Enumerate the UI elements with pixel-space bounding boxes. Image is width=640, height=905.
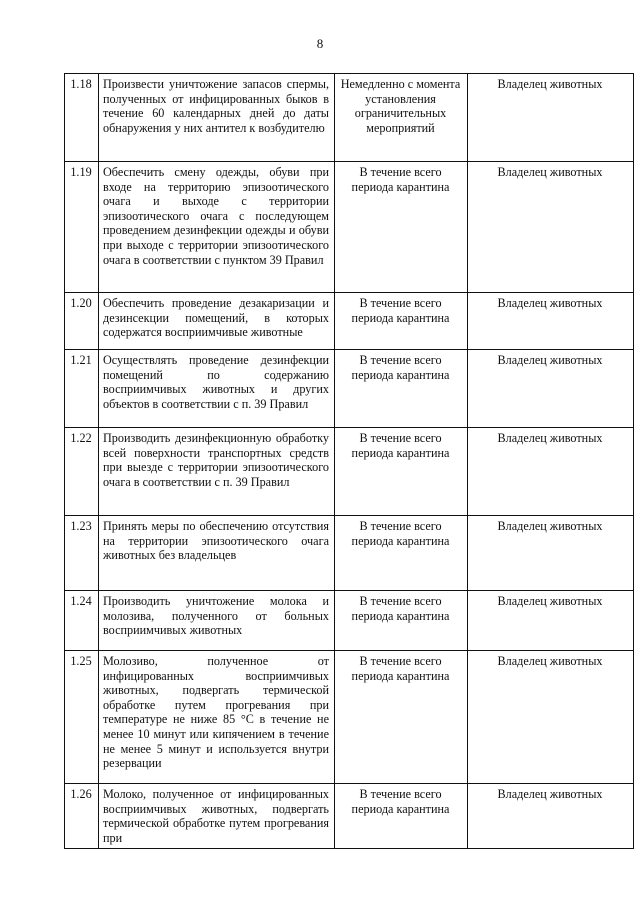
row-responsible: Владелец животных — [468, 784, 634, 849]
row-number: 1.26 — [65, 784, 99, 849]
row-number: 1.18 — [65, 74, 99, 162]
table-row — [65, 651, 634, 784]
row-term: В течение всего периода карантина — [335, 350, 468, 428]
row-action: Молоко, полученное от инфицированных восприимчивых животных, подвергать термической обработке путем прогревания при — [99, 784, 335, 849]
row-responsible: Владелец животных — [468, 350, 634, 428]
row-number: 1.23 — [65, 516, 99, 591]
row-responsible: Владелец животных — [468, 651, 634, 784]
table-row — [65, 293, 634, 350]
row-action: Осуществлять проведение дезинфекции помещений по содержанию восприимчивых животных и других объектов в соответствии с п. 39 Правил — [99, 350, 335, 428]
row-term: В течение всего периода карантина — [335, 516, 468, 591]
row-action: Производить уничтожение молока и молозива, полученного от больных восприимчивых животных — [99, 591, 335, 651]
row-action: Обеспечить проведение дезакаризации и дезинсекции помещений, в которых содержатся восприимчивые животные — [99, 293, 335, 350]
row-term: В течение всего периода карантина — [335, 428, 468, 516]
row-number: 1.20 — [65, 293, 99, 350]
table-row — [65, 162, 634, 293]
page-number: 8 — [316, 36, 324, 51]
measures-table — [64, 73, 634, 849]
table-row — [65, 591, 634, 651]
row-number: 1.19 — [65, 162, 99, 293]
table-row — [65, 74, 634, 162]
row-term: В течение всего периода карантина — [335, 293, 468, 350]
row-number: 1.24 — [65, 591, 99, 651]
row-action: Произвести уничтожение запасов спермы, полученных от инфицированных быков в течение 60 календарных дней до даты обнаружения у них антител к возбудителю — [99, 74, 335, 162]
row-number: 1.22 — [65, 428, 99, 516]
row-responsible: Владелец животных — [468, 74, 634, 162]
table-row — [65, 784, 634, 849]
row-term: В течение всего периода карантина — [335, 651, 468, 784]
row-term: В течение всего периода карантина — [335, 784, 468, 849]
row-responsible: Владелец животных — [468, 162, 634, 293]
row-action: Производить дезинфекционную обработку всей поверхности транспортных средств при выезде с территории эпизоотического очага в соответствии с п. 39 Правил — [99, 428, 335, 516]
row-number: 1.21 — [65, 350, 99, 428]
row-responsible: Владелец животных — [468, 591, 634, 651]
row-action: Обеспечить смену одежды, обуви при входе на территорию эпизоотического очага и выходе с территории эпизоотического очага с последующем проведением дезинфекции одежды и обуви при выходе с территории эпизоотического очага в соответствии с пунктом 39 Правил — [99, 162, 335, 293]
row-responsible: Владелец животных — [468, 293, 634, 350]
row-term: В течение всего периода карантина — [335, 591, 468, 651]
row-number: 1.25 — [65, 651, 99, 784]
row-term: Немедленно с момента установления ограничительных мероприятий — [335, 74, 468, 162]
row-responsible: Владелец животных — [468, 428, 634, 516]
row-action: Молозиво, полученное от инфицированных восприимчивых животных, подвергать термической обработке путем прогревания при температуре не ниже 85 °С в течение не менее 10 минут или кипячением в течение не менее 5 минут и используется внутри резервации — [99, 651, 335, 784]
table-row — [65, 428, 634, 516]
table-row — [65, 350, 634, 428]
row-term: В течение всего периода карантина — [335, 162, 468, 293]
row-responsible: Владелец животных — [468, 516, 634, 591]
table-row — [65, 516, 634, 591]
row-action: Принять меры по обеспечению отсутствия на территории эпизоотического очага животных без владельцев — [99, 516, 335, 591]
